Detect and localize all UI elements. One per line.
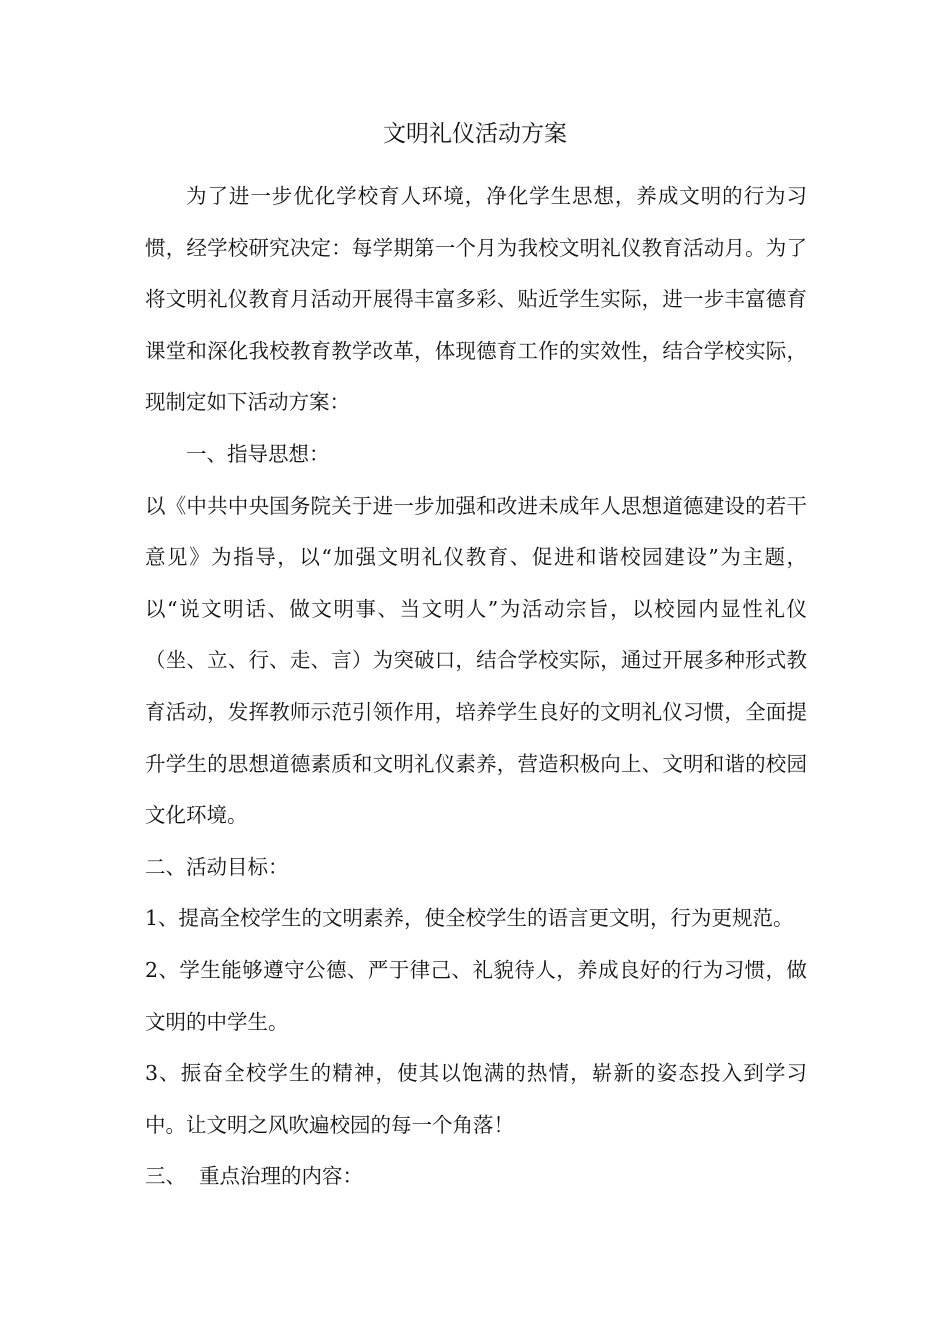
section-heading-key-content: 三、 重点治理的内容： [145,1164,364,1189]
guiding-ideology-paragraph: 以《中共中央国务院关于进一步加强和改进未成年人思想道德建设的若干意见》为指导，以“加强文明礼仪教育、促进和谐校园建设”为主题，以“说文明话、做文明事、当文明人”为活动宗旨，以校园内显性礼仪（坐、立、行、走、言）为突破口，结合学校实际，通过开展多种形式教育活动，发挥教师示范引领作用，培养学生良好的文明礼仪习惯，全面提升学生的思想道德素质和文明礼仪素养，营造积极向上、文明和谐的校园文化环境。 [145,493,807,828]
goal-item-2: 2、学生能够遵守公德、严于律己、礼貌待人，养成良好的行为习惯，做文明的中学生。 [145,957,807,1034]
document-title: 文明礼仪活动方案 [383,121,567,147]
goal-item-1: 1、提高全校学生的文明素养，使全校学生的语言更文明，行为更规范。 [145,906,794,931]
section-heading-activity-goals: 二、活动目标： [145,854,289,879]
document-body [145,171,807,1203]
goal-item-3: 3、振奋全校学生的精神，使其以饱满的热情，崭新的姿态投入到学习中。让文明之风吹遍校园的每一个角落！ [145,1061,807,1137]
section-heading-guiding-ideology: 一、指导思想： [186,441,330,466]
intro-paragraph: 为了进一步优化学校育人环境，净化学生思想，养成文明的行为习惯，经学校研究决定：每学期第一个月为我校文明礼仪教育活动月。为了将文明礼仪教育月活动开展得丰富多彩、贴近学生实际，进一步丰富德育课堂和深化我校教育教学改革，体现德育工作的实效性，结合学校实际，现制定如下活动方案： [145,184,807,415]
